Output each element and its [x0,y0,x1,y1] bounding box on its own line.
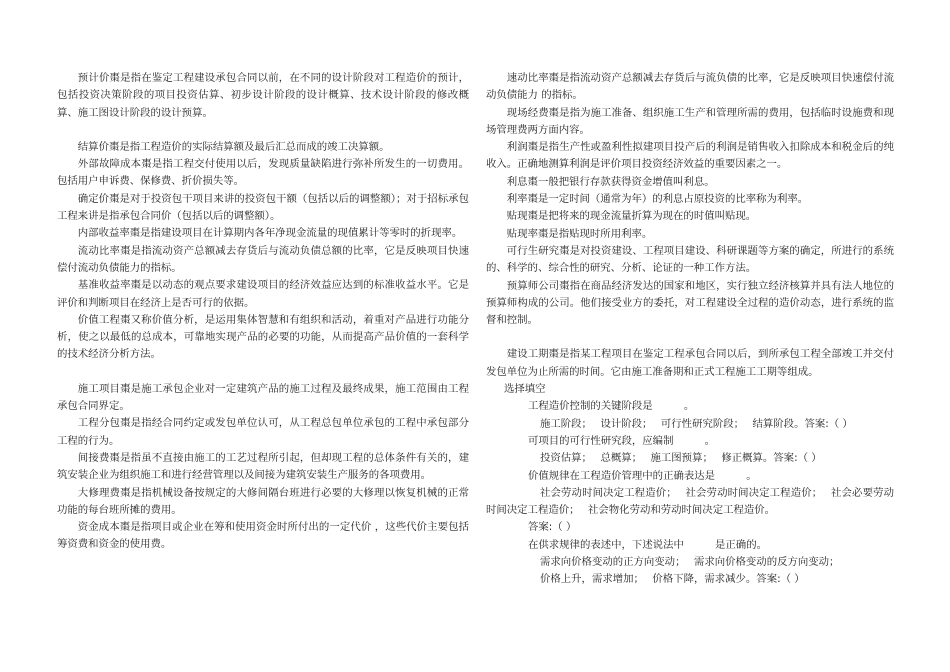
paragraph: 预计价棗是指在鉴定工程建设承包合同以前，在不同的设计阶段对工程造价的预计，包括投资决策阶段的项目投资估算、初步设计阶段的设计概算、技术设计阶段的修改概算、施工图设计阶段的设计预算。 [57,72,469,119]
paragraph: 工程分包棗是指经合同约定或发包单位认可，从工程总包单位承包的工程中承包部分工程的行为。 [57,417,469,447]
paragraph: 内部收益率棗是指建设项目在计算期内各年净现金流量的现值累计等零时的折现率。 [77,227,463,240]
paragraph: 利率棗是一定时间（通常为年）的利息占原投资的比率称为利率。 [506,193,809,206]
right-column [486,70,894,589]
question: 工程造价控制的关键阶段是 。 [528,400,695,413]
paragraph: 贴现率棗是指贴现时所用利率。 [506,227,653,240]
question: 价值规律在工程造价管理中的正确表达是 。 [528,469,757,482]
options: 投资估算； 总概算； 施工图预算； 修正概算。答案:（ ） [540,452,822,465]
paragraph: 基准收益率棗是以动态的观点要求建设项目的经济效益应达到的标准收益水平。它是评价和判断项目在经济上是否可行的依据。 [57,279,469,309]
paragraph: 施工项目棗是施工承包企业对一定建筑产品的施工过程及最终成果，施工范围由工程承包合同界定。 [57,382,469,413]
paragraph: 建设工期棗是指某工程项目在鉴定工程承包合同以后，到所承包工程全部竣工并交付发包单位为止所需的时间。它由施工准备期和正式工程施工工期等组成。 [486,348,894,378]
paragraph: 利润棗是指生产性或盈利性拟建项目投产后的利润是销售收入扣除成本和税金后的纯收入。正确地测算利润是评价项目投资经济效益的重要因素之一。 [486,141,894,171]
paragraph: 可行生研究棗是对投资建设、工程项目建设、科研课题等方案的确定，所进行的系统的、科学的、综合性的研究、分析、论证的一种工作方法。 [486,244,894,275]
paragraph: 资金成本棗是指项目或企业在筹和使用资金时所付出的一定代价 ，这些代价主要包括筹资费和资金的使用费。 [57,521,469,551]
options: 施工阶段； 设计阶段； 可行性研究阶段； 结算阶段。答案:（ ） [540,417,853,430]
question: 在供求规律的表述中，下述说法中 是正确的。 [528,538,767,551]
paragraph: 速动比率棗是指流动资产总额减去存货后与流负债的比率，它是反映项目快速偿付流动负债能力 的指标。 [486,72,894,102]
paragraph: 预算师公司棗指在商品经济发达的国家和地区，实行独立经济核算并具有法人地位的预算师构成的公司。他们接受业方的委托，对工程建设全过程的造价动态，进行系统的监督和控制。 [486,279,894,327]
paragraph: 现场经费棗是指为施工准备、组织施工生产和管理所需的费用，包括临时设施费和现场管理费两方面内容。 [486,106,894,136]
options: 社会劳动时间决定工程造价； 社会劳动时间决定工程造价； 社会必要劳动时间决定工程造价； 社会物化劳动和劳动时间决定工程造价。 [486,486,894,517]
left-column [57,70,469,554]
paragraph: 外部故障成本棗是指工程交付使用以后，发现质量缺陷进行弥补所发生的一切费用。包括用户申诉费、保修费、折价损失等。 [57,158,469,188]
options: 价格上升，需求增加； 价格下降，需求减少。答案:（ ） [540,573,805,586]
paragraph: 贴现棗是把将来的现金流量折算为现在的时值叫贴现。 [506,210,757,223]
question: 可项目的可行性研究段，应编制 。 [528,434,716,447]
paragraph: 流动比率棗是指流动资产总额减去存货后与流动负债总额的比率，它是反映项目快速偿付流动负债能力的指标。 [57,244,469,274]
paragraph: 价值工程棗又称价值分析，是运用集体智慧和有组织和活动，着重对产品进行功能分析，使之以最低的总成本，可靠地实现产品的必要的功能，从而提高产品价值的一套科学的技术经济分析方法。 [57,313,469,361]
options: 需求向价格变动的正方向变动； 需求向价格变动的反方向变动； [540,556,840,569]
section-heading: 选择填空 [504,383,546,396]
paragraph: 间接费棗是指虽不直接由施工的工艺过程所引起，但却现工程的总体条件有关的，建筑安装企业为组织施工和进行经营管理以及间接为建筑安装生产服务的各项费用。 [57,451,469,482]
paragraph: 大修理费棗是指机械设备按规定的大修间隔台班进行必要的大修理以恢复机械的正常功能的每台班所摊的费用。 [57,486,469,516]
answer: 答案:（ ） [528,521,577,534]
paragraph: 结算价棗是指工程造价的实际结算额及最后汇总而成的竣工决算额。 [77,140,390,153]
paragraph: 利息棗一般把银行存款获得资金增值叫利息。 [506,175,715,188]
paragraph: 确定价棗是对于投资包干项目来讲的投资包干额（包括以后的调整额）；对于招标承包工程来讲是指承包合同价（包括以后的调整额）。 [57,192,469,223]
